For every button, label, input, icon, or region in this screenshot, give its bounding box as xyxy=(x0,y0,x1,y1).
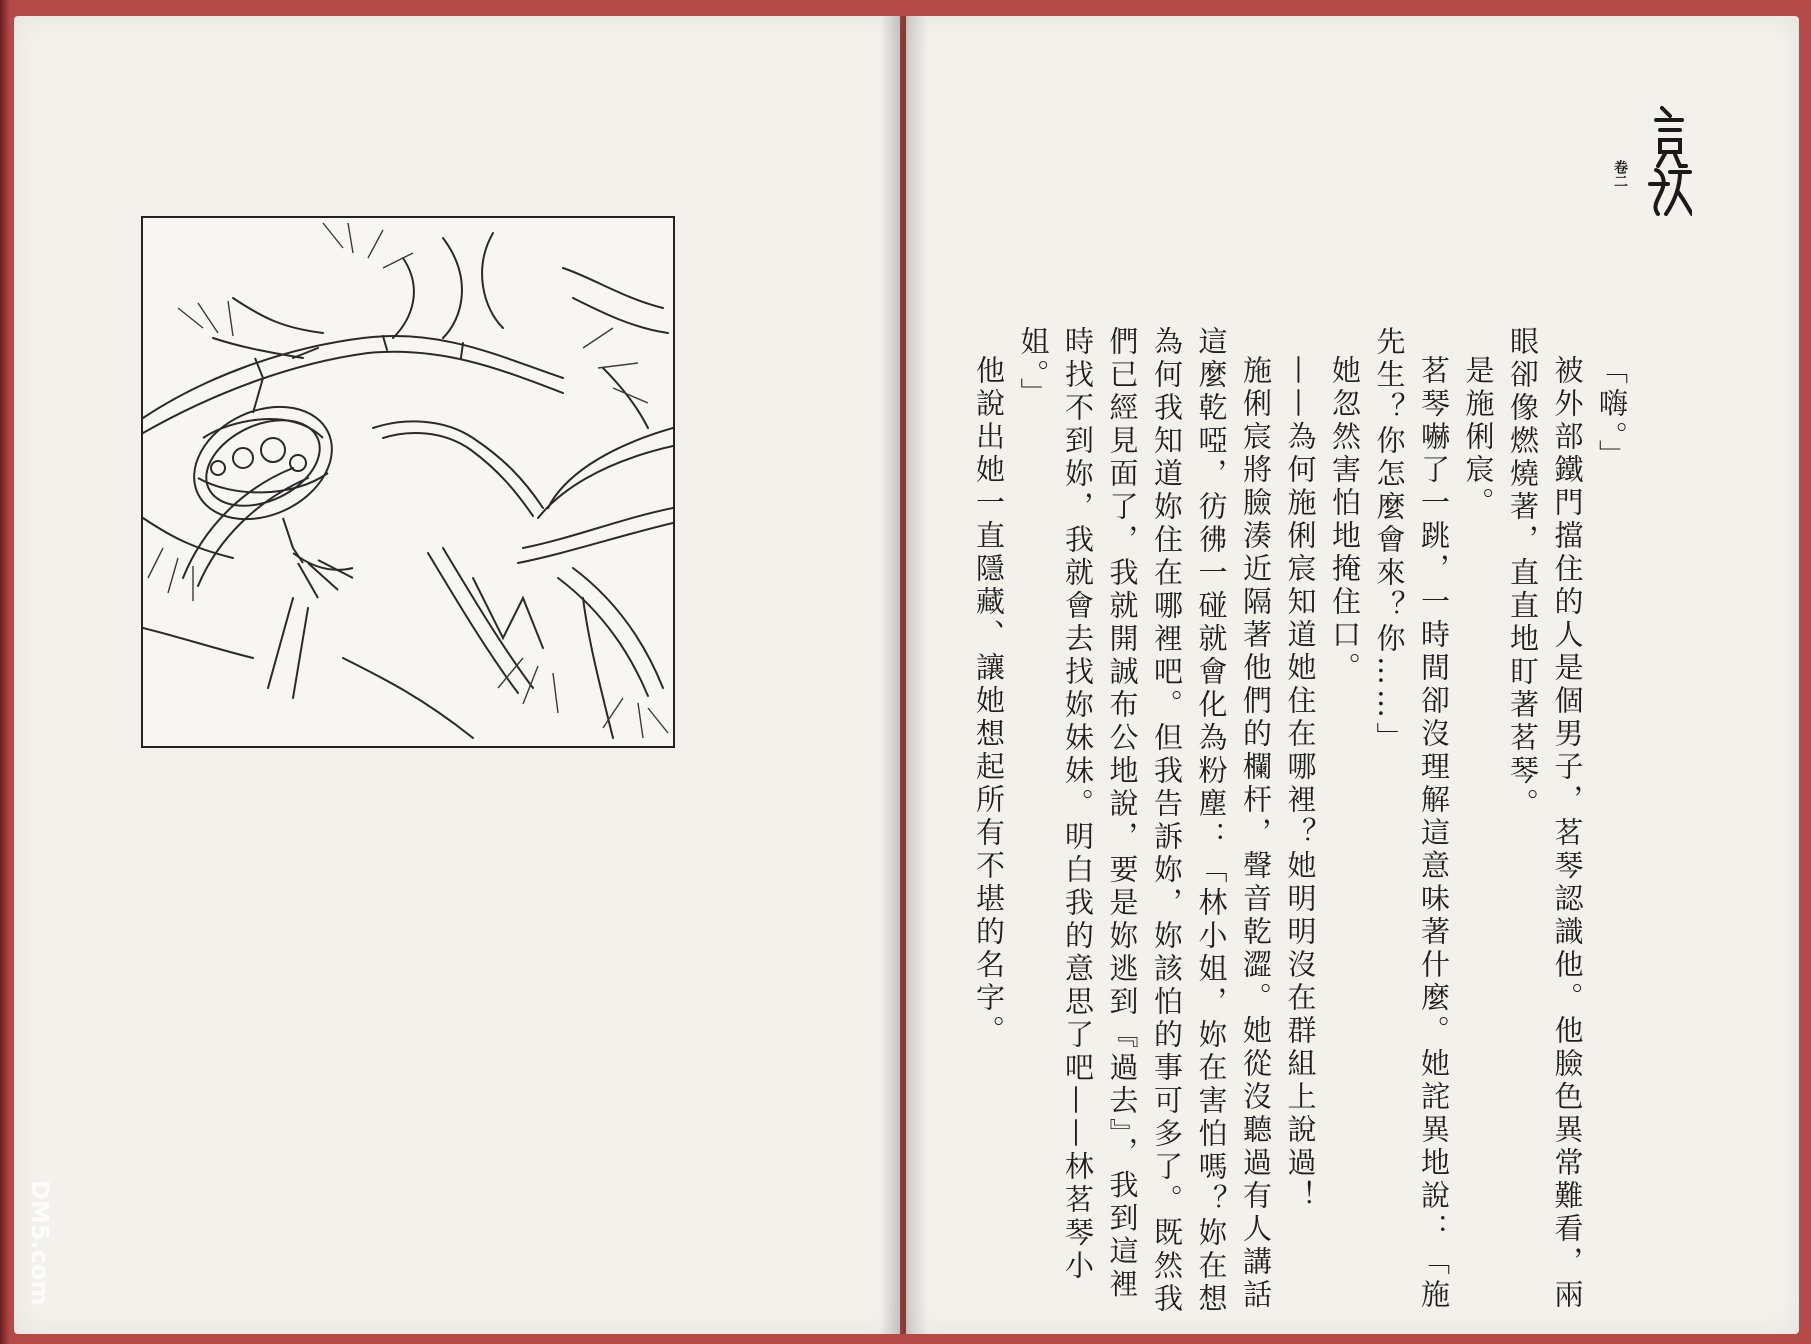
bamboo-ghost-illustration xyxy=(141,216,675,748)
paragraph-4: 茗琴嚇了一跳，一時間卻沒理解這意味著什麼。她詫異地說：「施先生？你怎麼會來？你……」 xyxy=(1372,326,1451,1312)
bamboo-lantern-drawing xyxy=(143,218,673,746)
site-watermark: DM5.com xyxy=(26,1180,54,1306)
paragraph-5: 她忽然害怕地掩住口。 xyxy=(1328,355,1362,685)
paragraph-1: 「嗨。」 xyxy=(1595,355,1629,473)
series-logo xyxy=(1612,100,1692,220)
left-page xyxy=(14,16,900,1334)
volume-label: 卷二 xyxy=(1612,160,1628,188)
paragraph-7: 施俐宸將臉湊近隔著他們的欄杆，聲音乾澀。她從沒聽過有人講話這麼乾啞，彷彿一碰就會化為粉塵：「林小姐，妳在害怕嗎？妳在想為何我知道妳住在哪裡吧。但我告訴妳，妳該怕的事可多了。既然我們已經見面了，我就開誠布公地說，要是妳逃到『過去』，我到這裡時找不到妳，我就會去找妳妹妹。明白我的意思了吧——林茗琴小姐。」 xyxy=(1016,326,1273,1316)
paragraph-2: 被外部鐵門擋住的人是個男子，茗琴認識他。他臉色異常難看，兩眼卻像燃燒著，直直地盯著茗琴。 xyxy=(1506,326,1585,1312)
paragraph-3: 是施俐宸。 xyxy=(1461,355,1496,520)
right-page xyxy=(906,16,1799,1334)
paragraph-6: ——為何施俐宸知道她住在哪裡？她明明沒在群組上說過！ xyxy=(1283,355,1318,1213)
paragraph-8: 他說出她一直隱藏、讓她想起所有不堪的名字。 xyxy=(972,355,1006,1048)
chapter-body-text xyxy=(967,326,1635,1326)
book-spine-shadow xyxy=(880,16,928,1334)
